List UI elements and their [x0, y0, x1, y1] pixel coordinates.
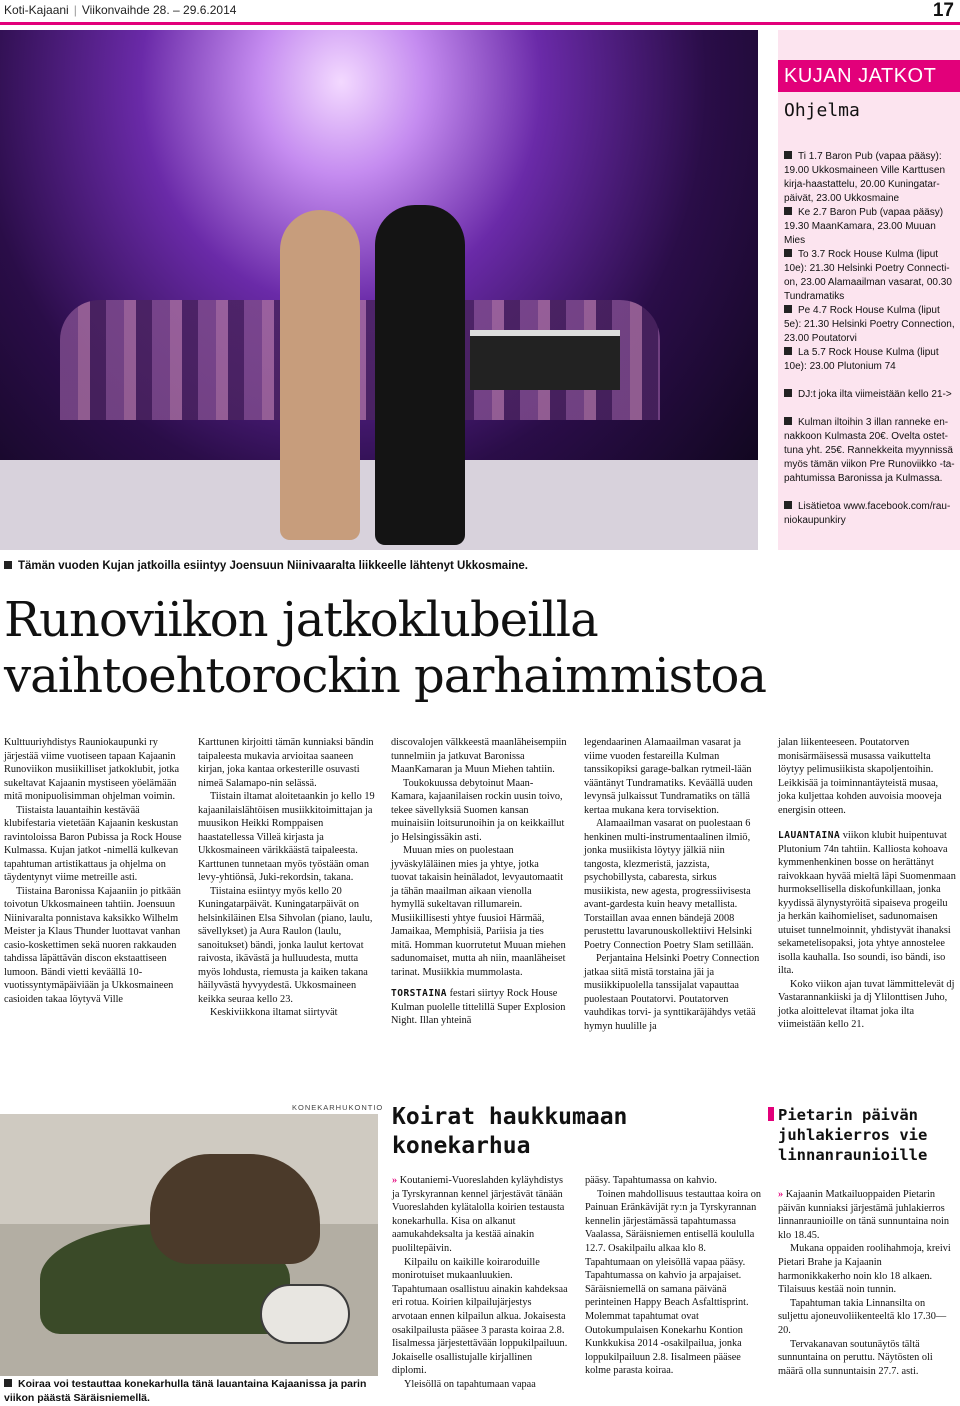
- pietari-column: [778, 1188, 956, 1378]
- article-headline: [4, 592, 954, 704]
- photo-bear: [150, 1154, 320, 1264]
- paragraph: pääsy. Tapahtumassa on kahvio.: [585, 1175, 717, 1186]
- program-note: Kulman iltoihin 3 illan ranneke en-nakkoon Kulmasta 20€. Ovelta ostet-tuna yht. 25€. Rannekkeita myynnissä myös tämän viikon Pre Runoviikko -ta-pahtumissa Baronissa ja Kulmassa.: [784, 417, 955, 484]
- paragraph: Alamaailman vasarat on puolestaan 6 henkinen multi-instrumentaalinen ilmiö, jonka musiikista löytyy jälkiä niin tangosta, klezmeristä, jazzista, psychobillysta, cabaresta, sirkus musiikista, new agesta, progressiivisesta avant-gardesta kuin heavy metallista. Torstaillan avaa ennen bändejä 2008 perustettu lavarunouskollektiivi Helsinki Poetry Connection Poetry Slam setillään.: [584, 818, 754, 951]
- paragraph: discovalojen välkkeestä maanläheisempiin tunnelmiin ja jatkuvat Baronissa MaanKamaran ja Muun Miehen tahtiin.: [391, 737, 567, 775]
- pietari-headline: Pietarin päivän juhlakierros vie linnanraunioille: [778, 1106, 928, 1164]
- article-column-1: [4, 736, 184, 1006]
- bullet-square-icon: [784, 207, 792, 215]
- headline-line-1: Runoviikon jatkoklubeilla: [4, 592, 598, 648]
- paragraph: Kulttuuriyhdistys Rauniokaupunki ry järjestää viime vuotiseen tapaan Kajaanin Runoviikon musiikilliset jatkoklubit, jotka sukeltavat Kajaanin mystiseen yöelämään mitä monipuolisimman ohjelman voimin.: [4, 737, 180, 802]
- paragraph: Toukokuussa debytoinut Maan-Kamara, kajaanilaisen rockin uusin toivo, tekee sävellyksiä Suomen kansan muinaisiin loitsurunoihin ja on keikkaillut jo Helsingissäkin asti.: [391, 777, 565, 843]
- section-lead: TORSTAINA: [391, 988, 447, 999]
- program-note: DJ:t joka ilta viimeistään kello 21->: [784, 388, 956, 402]
- page-number: 17: [932, 0, 954, 21]
- program-item: To 3.7 Rock House Kulma (liput 10e): 21.30 Helsinki Poetry Connecti-on, 23.00 Alamaailman vasarat, 00.30 Tundramatiks: [784, 249, 952, 302]
- raquo-icon: »: [778, 1189, 784, 1200]
- bullet-square-icon: [784, 249, 792, 257]
- program-item: Ti 1.7 Baron Pub (vapaa pääsy): 19.00 Ukkosmaineen Ville Karttusen kirja-haastattelu, 20.00 Kuningatar-päivät, 23.00 Ukkosmaine: [784, 151, 946, 204]
- bear-photo: [0, 1114, 378, 1376]
- paragraph: Karttunen kirjoitti tämän kunniaksi bändin taipaleesta mukavia arvioitaa saaneen kirjan, joka kantaa orkesterille osuvasti nimeä Salamapo-nin selässä.: [198, 737, 374, 789]
- headline-line-2: vaihtoehtorockin parhaimmistoa: [4, 648, 767, 704]
- paragraph: LAUANTAINA viikon klubit huipentuvat Plutonium 74n tahtiin. Kalliosta kohoava kymmenhenkinen bosse on herättänyt raivokkaan hyvää mieltä läpi Suomenmaan hurmoksellisella diskofunkillaan, jonka kyydissä älynystyröitä sipaiseva progeilu ja herkän kaihomieliset, sadunomaisen utuiset tunnelmoinnit, yhdistyvät ihanaksi sekametelisopaksi, jota yhtye annostelee isolla kauhalla. Iso soundi, iso bändi, iso ilta.: [778, 830, 956, 976]
- paragraph: Mukana oppaiden roolihahmoja, kreivi Pietari Brahe ja Kajaanin harmonikkakerho noin klo 18 alkaen. Tilaisuus kestää noin tunnin.: [778, 1243, 951, 1296]
- photo-caption: Tämän vuoden Kujan jatkoilla esiintyy Joensuun Niinivaaralta liikkeelle lähtenyt Ukkosmaine.: [4, 560, 528, 572]
- photo-performer-right: [375, 205, 465, 545]
- koirat-headline: Koirat haukkumaan konekarhua: [392, 1104, 628, 1159]
- bullet-square-icon: [4, 1379, 12, 1387]
- bullet-square-icon: [784, 305, 792, 313]
- bullet-square-icon: [784, 151, 792, 159]
- raquo-icon: »: [392, 1175, 398, 1186]
- paragraph: Kilpailu on kaikille koiraroduille monirotuiset mukaanluukien. Tapahtumaan osallistuu ainakin kahdeksaa eri rotua. Koirien kilpailujärjestys arvotaan ennen kilpailun alkua. Jokaisesta osakilpailusta pääsee 3 parasta koiraa 2.8. Iisalmessa järjestettävään loppukilpailuun. Jokaiselle osallistujalle kirjallinen diplomi.: [392, 1256, 568, 1377]
- pietari-accent-bar: [768, 1107, 774, 1121]
- bullet-square-icon: [784, 389, 792, 397]
- paragraph: » Kajaanin Matkailuoppaiden Pietarin päivän kunniaksi järjestämä juhlakierros linnanraunioille on tänä sunnuntaina noin klo 18.45.: [778, 1189, 950, 1241]
- paragraph: Muuan mies on puolestaan jyväskyläläinen mies ja yhtye, jotka tuovat takaisin heinäladot, levyautomaatit ja tähän maailman aikaan vienolla hymyllä sukeltavan rillumarein. Musiikillisesti yhtye fuusioi Härmää, Jamaikaa, Memphisiä, Pariisia ja ties mitä. Homman kuorrutetut Muuan miehen sadunomaiset, mutta ah niin, maanläheiset tarinat. Musiikkia mummolasta.: [391, 845, 566, 978]
- program-list: [784, 150, 956, 528]
- article-column-4: [584, 736, 760, 1033]
- bullet-square-icon: [784, 501, 792, 509]
- paragraph: Yleisöllä on tapahtumaan vapaa: [404, 1378, 536, 1390]
- photo-performer-left: [280, 210, 360, 540]
- koirat-column-2: [585, 1174, 761, 1378]
- article-column-3: [391, 736, 567, 1028]
- page-header: Koti-Kajaani | Viikonvaihde 28. – 29.6.2014: [4, 3, 237, 17]
- koirat-column-1: [392, 1174, 568, 1392]
- paragraph: Tapahtuman takia Linnansilta on suljettu ajoneuvoliikenteeltä klo 17.30—20.: [778, 1297, 947, 1336]
- bullet-square-icon: [784, 347, 792, 355]
- paragraph: legendaarinen Alamaailman vasarat ja viime vuoden festareilla Kulman tanssikopiksi garage-balkan rytmeil-lään vääntänyt Tundramatiks. Keväällä uuden levynsä julkaissut Tundramatiks on tällä kertaa mukana kera torvisektion.: [584, 737, 753, 816]
- paragraph: Tiistaina Baronissa Kajaaniin jo pitkään toivotun Ukkosmaineen tahtiin. Joensuun Niinivaralta ponnistava kaksikko Wilhelm Meister ja Klaus Thunder luottavat vanhan casio-koskettimen sekä nuoren rakkauden tahdissa läpättävän discon ekstaattiseen lumoon. Bändi vietti keväällä 10-vuotissyntymäpäiviään ja Ukkosmaineen casioiden takaa löytyvä Ville: [4, 885, 181, 1005]
- paragraph: jalan liikenteeseen. Poutatorven monisärmäisessä musassa vaikuttelta löytyy pelimusiikista skapoljentoihin. Leikkisää ja toiminnantäyteistä musaa, joka kuljettaa kohden auvoisia mooveja energisin otteen.: [778, 737, 942, 816]
- bear-photo-caption: Koiraa voi testauttaa konekarhulla tänä lauantaina Kajaanissa ja parin viikon päästä Säräisniemellä.: [4, 1378, 367, 1404]
- section-lead: LAUANTAINA: [778, 830, 841, 841]
- paragraph: Tervakanavan soutunäytös tältä sunnuntaina on peruttu. Näytösten oli määrä olla sunnuntaisin 27.7. asti.: [778, 1338, 933, 1377]
- paragraph: Tiistaina esiintyy myös kello 20 Kuningatarpäivät. Kuningatarpäivät on helsinkiläinen Elsa Sihvolan (piano, laulu, sävellykset) ja Aura Raulon (laulu, sanoitukset) bändi, jonka laulut kertovat raivosta, ikävästä ja hulluudesta, mutta myös lohdusta, riemusta ja kaiken takana häilyvästä hyvyydestä. Ukkosmaineen keikka seuraa kello 23.: [198, 885, 373, 1005]
- bullet-square-icon: [4, 561, 12, 569]
- program-item: Ke 2.7 Baron Pub (vapaa pääsy) 19.30 MaanKamara, 23.00 Muuan Mies: [784, 207, 944, 246]
- paragraph: Keskiviikkona iltamat siirtyvät: [210, 1007, 338, 1018]
- paragraph: » Koutaniemi-Vuoreslahden kyläyhdistys ja Tyrskyrannan kennel järjestävät tänään Vuoreslahden kylätalolla koirien testausta konekarhulla. Kisa on alkanut aamukahdeksalta ja kestää ainakin puoliltepäivin.: [392, 1175, 565, 1254]
- article-column-5: [778, 736, 956, 1032]
- concert-photo: [0, 30, 758, 550]
- photo-keyboard: [470, 330, 620, 390]
- paper-name: Koti-Kajaani: [4, 3, 69, 17]
- paragraph: TORSTAINA festari siirtyy Rock House Kulman puolelle tittelillä Super Explosion Night. Illan yhteinä: [391, 988, 566, 1026]
- program-item: Pe 4.7 Rock House Kulma (liput 5e): 21.30 Helsinki Poetry Connection, 23.00 Poutatorvi: [784, 305, 955, 344]
- photo-dog: [260, 1284, 350, 1344]
- program-note[interactable]: Lisätietoa www.facebook.com/rau-niokaupunkiry: [784, 501, 951, 526]
- paragraph: Koko viikon ajan tuvat lämmittelevät dj Vastarannankiiski ja dj Ylilonttisen Juho, jotka aloittelevat iltamat joka ilta viimeistään kello 21.: [778, 978, 955, 1030]
- paragraph: Tiistain iltamat aloitetaankin jo kello 19 kajaanilaislähtöisen musiikkitoimittajan ja muusikon Heikki Romppaisen haastatellessa Villeä kirjasta ja Ukkosmaineen värikkäästä taipaleesta. Karttunen tunnetaan myös työstään oman levy-yhtiönsä, Juki-rekordsin, takana.: [198, 791, 375, 883]
- paragraph: Tiistaista lauantaihin kestävää klubifestaria vietetään Kajaanin keskustan ravintoloissa Baron Pubissa ja Rock House Kulmassa. Kujan jatkot -nimellä kulkevan tapahtuman artistikattaus ja ohjelma on täydentynyt viime metreille asti.: [4, 804, 182, 883]
- photo-credit: KONEKARHUKONTIO: [292, 1103, 384, 1112]
- header-rule: [0, 22, 960, 25]
- paragraph: Perjantaina Helsinki Poetry Connection jatkaa siitä mistä torstaina jäi ja musiikkipuolella tanssijalat vapauttaa puolestaan Poutatorvi. Poutatorven vauhdikas torvi- ja synttikaräjähdys vetää hymyn huulille ja: [584, 953, 760, 1032]
- sidebar-subtitle: Ohjelma: [784, 100, 860, 121]
- paragraph: Toinen mahdollisuus testauttaa koira on Painuan Eränkävijät ry:n ja Tyrskyrannan kennelin järjestämässä tapahtumassa Vaalassa, Säräisniemen entisellä koululla 12.7. Osakilpailu alkaa klo 8. Tapahtumaan on yleisöllä vapaa pääsy. Tapahtumassa on kahvio ja arpajaiset. Säräisniemellä on samana päivänä perinteinen Happy Beach Asfalttisprint. Molemmat tapahtumat ovat Outokumpulaisen Konekarhu Kontion Kunkkukisa 2014 -osakilpailua, jonka loppukilpailuun 2.8. Iisalmeen pääsee kolme parasta koiraa.: [585, 1188, 761, 1377]
- sidebar-title: KUJAN JATKOT: [778, 60, 960, 92]
- issue-date: Viikonvaihde 28. – 29.6.2014: [81, 3, 237, 17]
- program-item: La 5.7 Rock House Kulma (liput 10e): 23.00 Plutonium 74: [784, 347, 939, 372]
- article-column-2: [198, 736, 376, 1020]
- bullet-square-icon: [784, 417, 792, 425]
